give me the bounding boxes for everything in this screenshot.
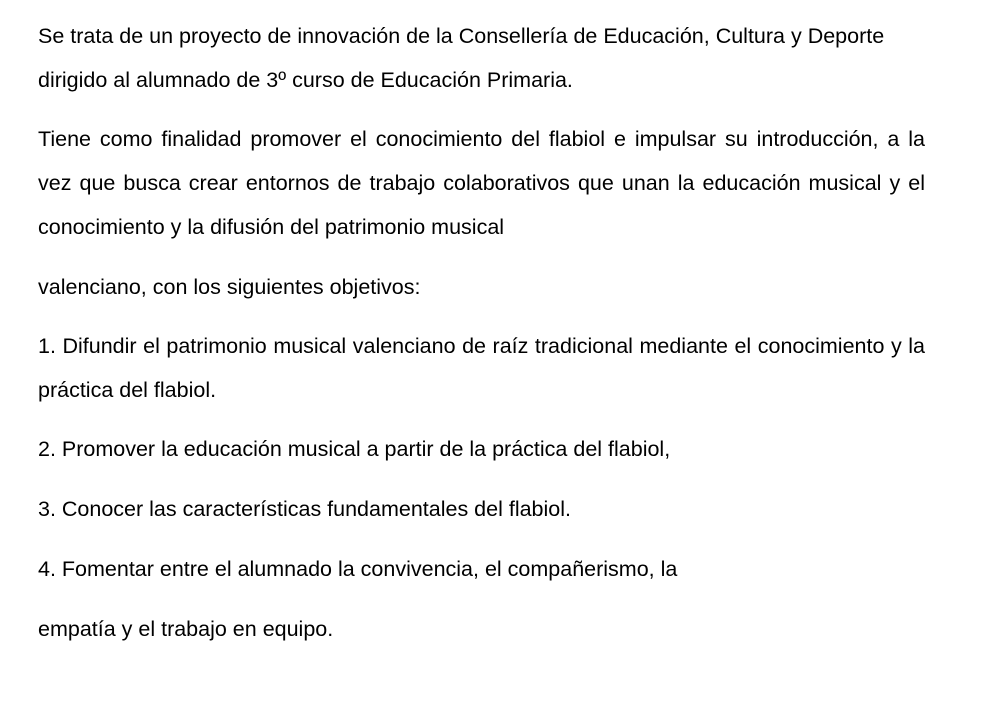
paragraph-intro: Se trata de un proyecto de innovación de la Consellería de Educación, Cultura y Deporte dirigido al alumnado de 3º curso de Educación Primaria. [38, 24, 885, 92]
paragraph-purpose: Tiene como finalidad promover el conocimiento del flabiol e impulsar su introducción, a la vez que busca crear entornos de trabajo colaborativos que unan la educación musical y el conocimiento y la difusión del patrimonio musical [38, 127, 925, 239]
objective-4: 4. Fomentar entre el alumnado la convivencia, el compañerismo, la [38, 557, 678, 581]
objective-3: 3. Conocer las características fundamentales del flabiol. [38, 497, 571, 521]
objective-4-continuation: empatía y el trabajo en equipo. [38, 617, 334, 641]
paragraph-objectives-lead: valenciano, con los siguientes objetivos: [38, 275, 421, 299]
document-page [38, 14, 925, 651]
objective-1: 1. Difundir el patrimonio musical valenciano de raíz tradicional mediante el conocimiento y la práctica del flabiol. [38, 334, 925, 402]
objective-2: 2. Promover la educación musical a partir de la práctica del flabiol, [38, 437, 671, 461]
